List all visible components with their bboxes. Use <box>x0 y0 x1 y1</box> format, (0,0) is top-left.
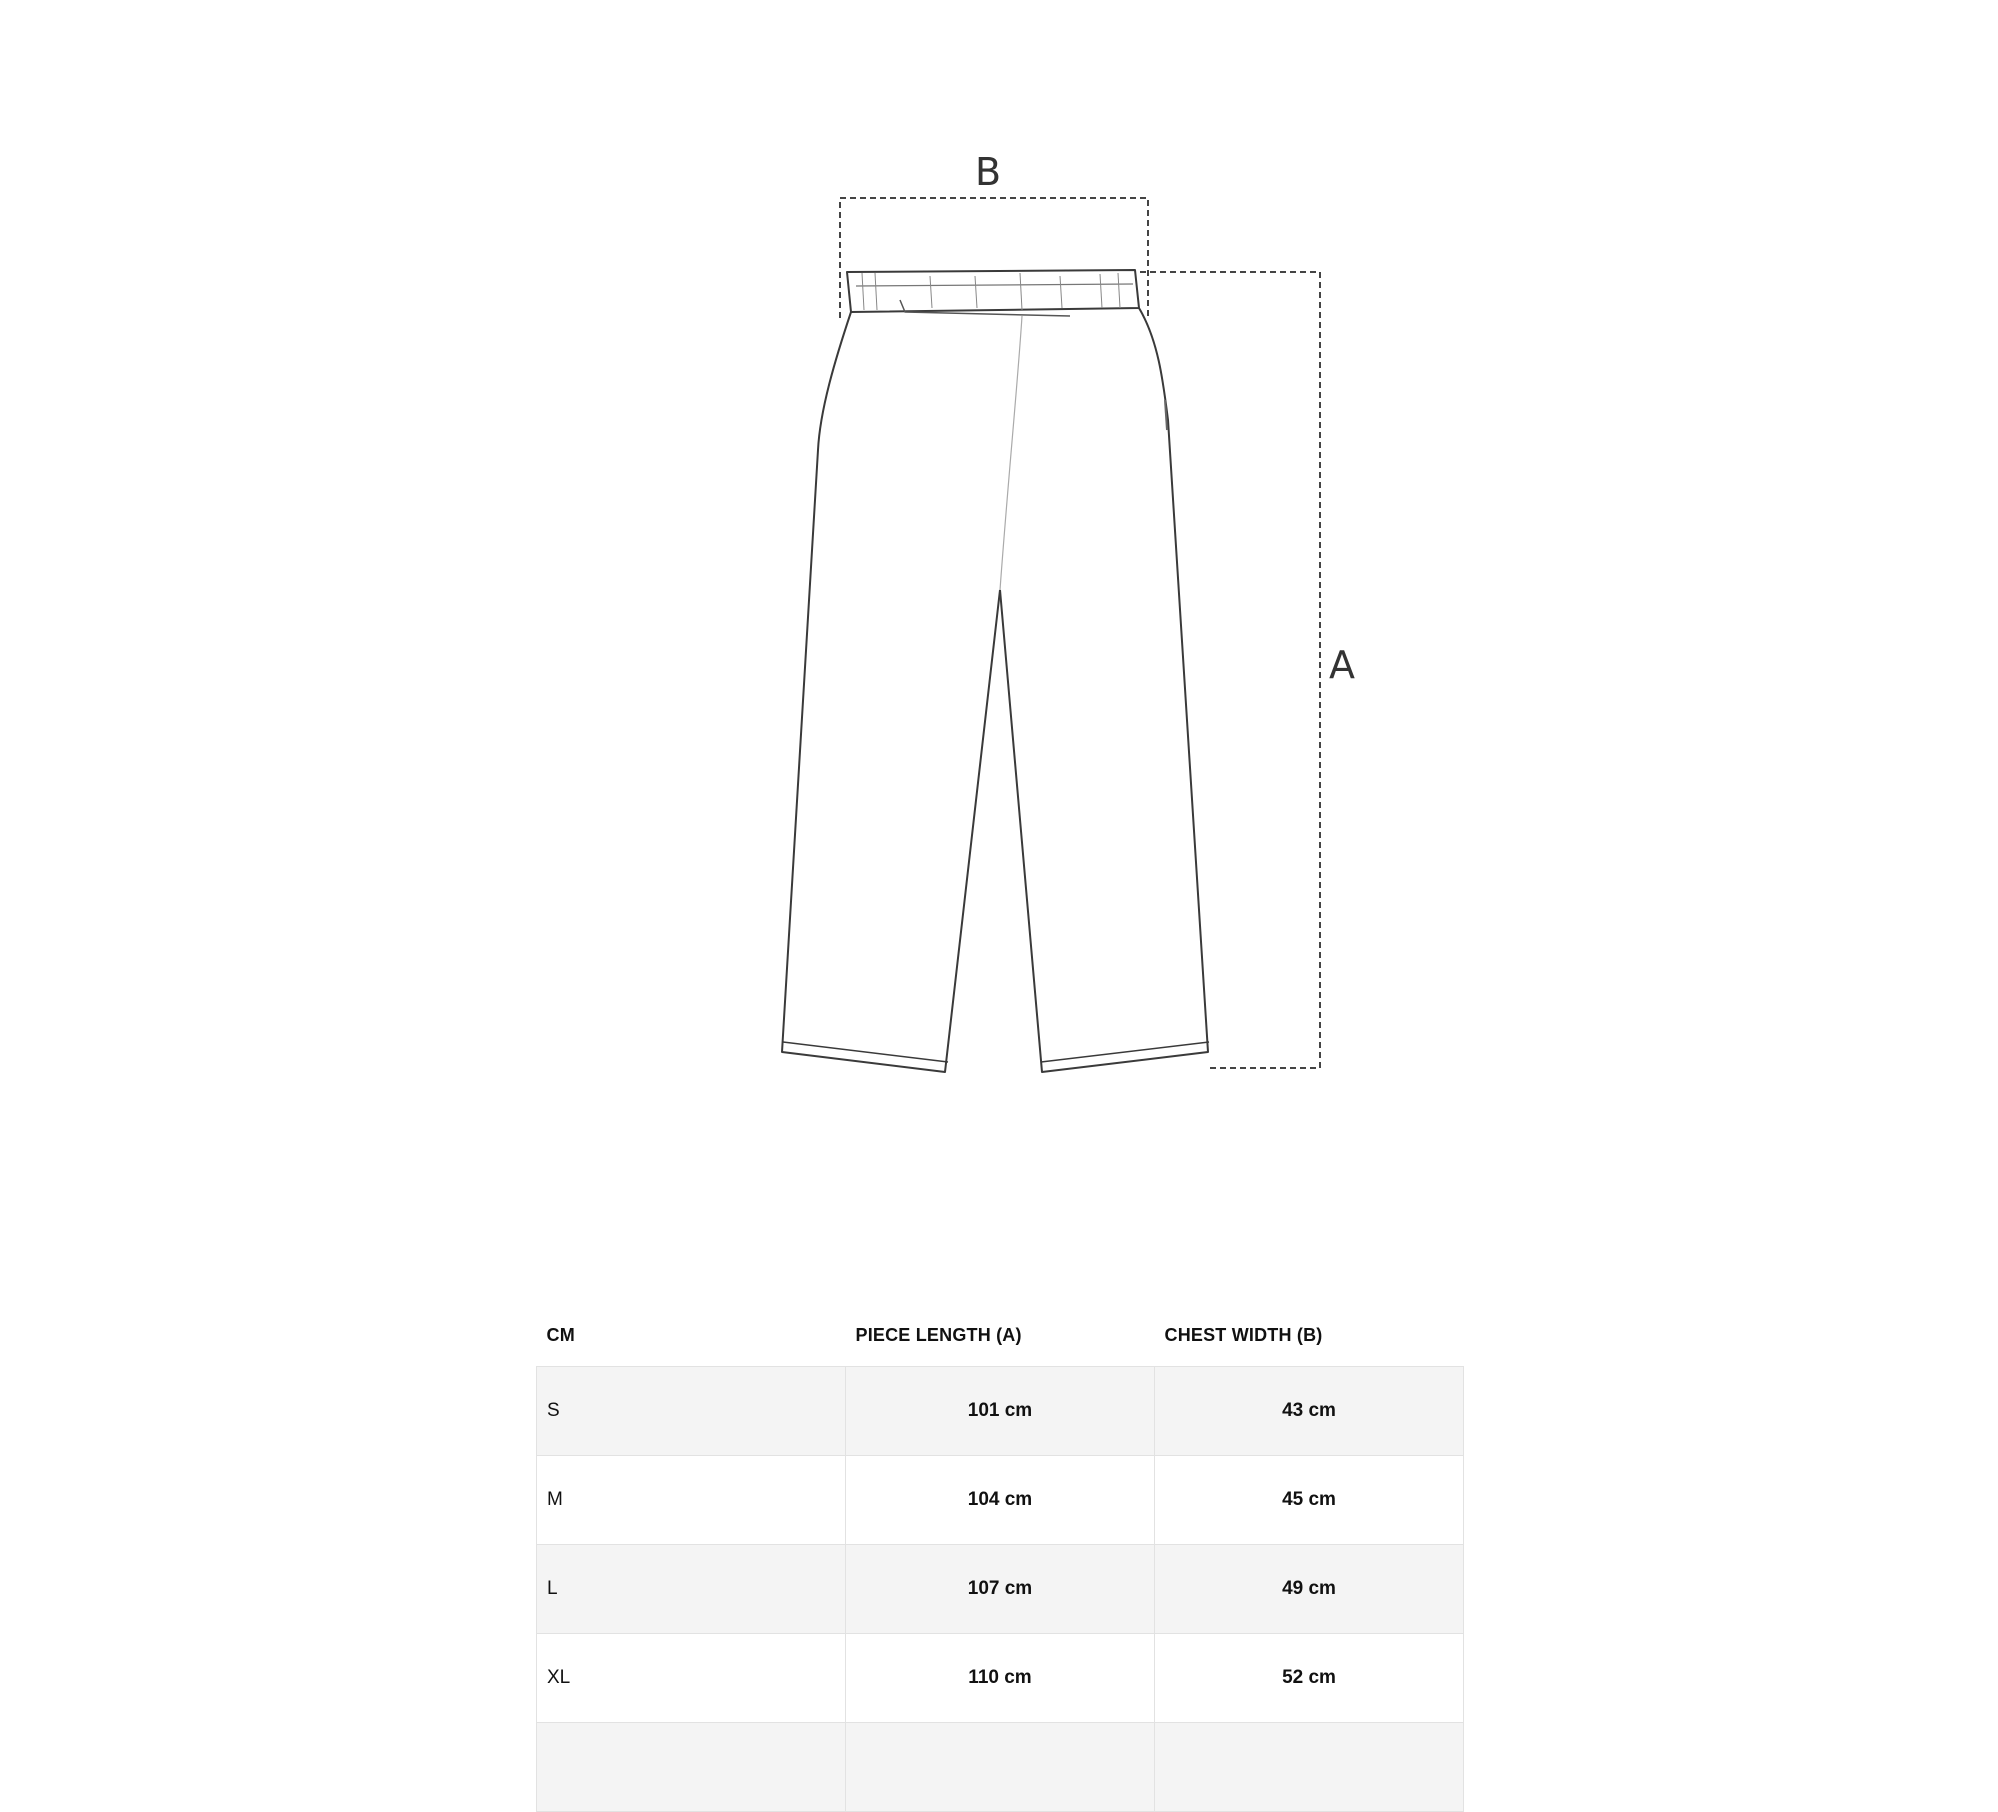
length-cell: 107 cm <box>846 1545 1155 1634</box>
trousers-sketch <box>782 270 1209 1072</box>
width-cell: 49 cm <box>1155 1545 1464 1634</box>
width-cell: 52 cm <box>1155 1634 1464 1723</box>
table-row <box>537 1545 1464 1634</box>
length-cell: 110 cm <box>846 1634 1155 1723</box>
table-row <box>537 1456 1464 1545</box>
length-cell: 104 cm <box>846 1456 1155 1545</box>
width-cell: 45 cm <box>1155 1456 1464 1545</box>
dimension-a-guide <box>1140 272 1320 1068</box>
dimension-a-label: A <box>1329 643 1355 687</box>
header-piece-length: PIECE LENGTH (A) <box>855 1325 1022 1345</box>
width-cell: 43 cm <box>1155 1367 1464 1456</box>
size-cell: S <box>537 1367 846 1456</box>
table-header-row <box>537 1270 1464 1367</box>
length-cell: 101 cm <box>846 1367 1155 1456</box>
size-cell: XL <box>537 1634 846 1723</box>
table-row-partial <box>537 1723 1464 1812</box>
header-chest-width: CHEST WIDTH (B) <box>1164 1325 1323 1345</box>
size-cell: M <box>537 1456 846 1545</box>
header-size: CM <box>546 1325 575 1345</box>
table-row <box>537 1367 1464 1456</box>
size-cell: L <box>537 1545 846 1634</box>
table-row <box>537 1634 1464 1723</box>
size-chart-table <box>536 1270 1464 1812</box>
dimension-b-label: B <box>974 150 1002 194</box>
